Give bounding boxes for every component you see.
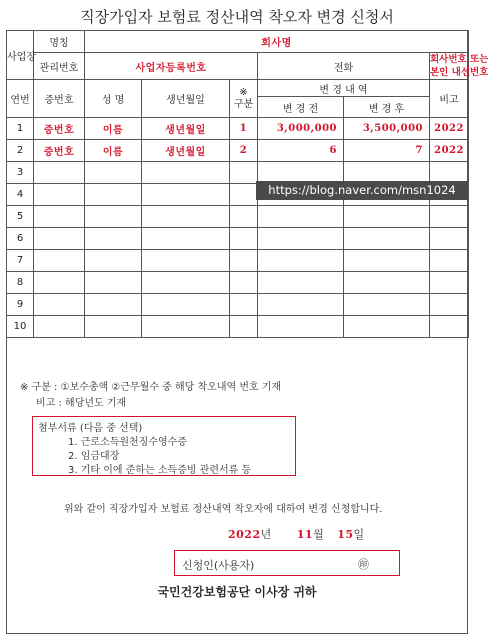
attachment-item-3: 3. 기타 이에 준하는 소득증빙 관련서류 등 bbox=[68, 465, 252, 476]
phone-value-line1: 회사번호 또는 bbox=[430, 54, 488, 65]
date-year-unit: 년 bbox=[260, 528, 272, 541]
row-remark[interactable] bbox=[430, 272, 469, 294]
header-type bbox=[230, 80, 258, 118]
attachment-item-2: 2. 임금대장 bbox=[68, 451, 120, 462]
row-before[interactable] bbox=[258, 294, 344, 316]
row-cert-no[interactable] bbox=[34, 272, 85, 294]
row-cert-no[interactable] bbox=[34, 162, 85, 184]
row-before[interactable] bbox=[258, 228, 344, 250]
row-seq: 10 bbox=[7, 316, 34, 338]
row-name[interactable] bbox=[85, 228, 142, 250]
row-after[interactable] bbox=[344, 228, 430, 250]
mgmt-number-label: 관리번호 bbox=[34, 53, 85, 80]
row-cert-no[interactable] bbox=[34, 250, 85, 272]
row-birth[interactable] bbox=[142, 250, 230, 272]
date-month[interactable]: 11 bbox=[296, 528, 314, 541]
row-name[interactable] bbox=[85, 294, 142, 316]
statement-text: 위와 같이 직장가입자 보험료 정산내역 착오자에 대하여 변경 신청합니다. bbox=[64, 504, 383, 515]
row-cert-no[interactable] bbox=[34, 206, 85, 228]
row-name[interactable] bbox=[85, 184, 142, 206]
table-row bbox=[7, 316, 469, 338]
row-type[interactable] bbox=[230, 272, 258, 294]
row-name[interactable] bbox=[85, 206, 142, 228]
row-before[interactable] bbox=[258, 316, 344, 338]
date-day[interactable]: 15 bbox=[337, 528, 354, 541]
table-row bbox=[7, 206, 469, 228]
row-cert-no[interactable]: 증번호 bbox=[34, 140, 85, 162]
row-remark[interactable] bbox=[430, 206, 469, 228]
row-type[interactable] bbox=[230, 316, 258, 338]
row-remark[interactable] bbox=[430, 316, 469, 338]
name-label: 명칭 bbox=[34, 31, 85, 53]
row-type[interactable] bbox=[230, 206, 258, 228]
header-remark: 비고 bbox=[430, 80, 469, 118]
row-remark[interactable]: 2022 bbox=[430, 118, 469, 140]
header-change: 변 경 내 역 bbox=[258, 80, 430, 97]
row-seq: 3 bbox=[7, 162, 34, 184]
row-name[interactable] bbox=[85, 250, 142, 272]
header-cert-no: 증번호 bbox=[34, 80, 85, 118]
row-before[interactable] bbox=[258, 250, 344, 272]
form-title: 직장가입자 보험료 정산내역 착오자 변경 신청서 bbox=[80, 8, 394, 26]
table-row bbox=[7, 294, 469, 316]
row-after[interactable] bbox=[344, 294, 430, 316]
header-name: 성 명 bbox=[85, 80, 142, 118]
row-after[interactable] bbox=[344, 250, 430, 272]
table-row bbox=[7, 272, 469, 294]
row-remark[interactable] bbox=[430, 294, 469, 316]
row-cert-no[interactable] bbox=[34, 228, 85, 250]
row-birth[interactable]: 생년월일 bbox=[142, 118, 230, 140]
row-seq: 2 bbox=[7, 140, 34, 162]
row-after[interactable]: 3,500,000 bbox=[344, 118, 430, 140]
row-seq: 5 bbox=[7, 206, 34, 228]
row-birth[interactable] bbox=[142, 162, 230, 184]
row-type[interactable] bbox=[230, 250, 258, 272]
row-type[interactable]: 2 bbox=[230, 140, 258, 162]
addressee: 국민건강보험공단 이사장 귀하 bbox=[157, 585, 317, 599]
attachments-title: 첨부서류 (다음 중 선택) bbox=[38, 423, 143, 434]
row-type[interactable]: 1 bbox=[230, 118, 258, 140]
employer-section-label: 사업장 bbox=[7, 31, 34, 80]
row-cert-no[interactable] bbox=[34, 316, 85, 338]
row-before[interactable] bbox=[258, 206, 344, 228]
header-birth: 생년월일 bbox=[142, 80, 230, 118]
row-birth[interactable]: 생년월일 bbox=[142, 140, 230, 162]
table-row bbox=[7, 140, 469, 162]
row-after[interactable] bbox=[344, 272, 430, 294]
row-remark[interactable] bbox=[430, 250, 469, 272]
company-name-value[interactable]: 회사명 bbox=[85, 31, 469, 53]
row-seq: 4 bbox=[7, 184, 34, 206]
row-after[interactable] bbox=[344, 206, 430, 228]
row-birth[interactable] bbox=[142, 294, 230, 316]
row-birth[interactable] bbox=[142, 272, 230, 294]
row-type[interactable] bbox=[230, 184, 258, 206]
header-type-mark: ※ bbox=[239, 86, 248, 98]
watermark-url: https://blog.naver.com/msn1024 bbox=[256, 181, 468, 200]
row-before[interactable] bbox=[258, 272, 344, 294]
row-before[interactable]: 3,000,000 bbox=[258, 118, 344, 140]
header-before: 변 경 전 bbox=[258, 97, 344, 118]
row-remark[interactable]: 2022 bbox=[430, 140, 469, 162]
row-cert-no[interactable] bbox=[34, 294, 85, 316]
header-seq: 연번 bbox=[7, 80, 34, 118]
attachment-item-1: 1. 근로소득원천징수영수증 bbox=[68, 437, 187, 448]
row-birth[interactable] bbox=[142, 228, 230, 250]
row-birth[interactable] bbox=[142, 316, 230, 338]
row-seq: 7 bbox=[7, 250, 34, 272]
row-cert-no[interactable] bbox=[34, 184, 85, 206]
date-day-unit: 일 bbox=[353, 528, 365, 541]
phone-label: 전화 bbox=[258, 53, 430, 80]
applicant-label: 신청인(사용자) bbox=[182, 559, 255, 572]
seal-mark: ㊞ bbox=[358, 558, 369, 571]
header-type-label: 구분 bbox=[233, 98, 254, 110]
table-row bbox=[7, 228, 469, 250]
row-type[interactable] bbox=[230, 294, 258, 316]
row-name[interactable]: 이름 bbox=[85, 118, 142, 140]
date-year[interactable]: 2022 bbox=[228, 528, 261, 541]
row-before[interactable]: 6 bbox=[258, 140, 344, 162]
row-after[interactable] bbox=[344, 316, 430, 338]
row-type[interactable] bbox=[230, 162, 258, 184]
table-row bbox=[7, 118, 469, 140]
row-remark[interactable] bbox=[430, 228, 469, 250]
business-reg-number-value[interactable]: 사업자등록번호 bbox=[85, 53, 258, 80]
row-cert-no[interactable]: 증번호 bbox=[34, 118, 85, 140]
phone-value[interactable] bbox=[430, 53, 488, 80]
row-name[interactable]: 이름 bbox=[85, 140, 142, 162]
date-month-unit: 월 bbox=[313, 528, 324, 541]
row-after[interactable]: 7 bbox=[344, 140, 430, 162]
row-seq: 8 bbox=[7, 272, 34, 294]
table-row bbox=[7, 250, 469, 272]
header-after: 변 경 후 bbox=[344, 97, 430, 118]
row-name[interactable] bbox=[85, 162, 142, 184]
row-birth[interactable] bbox=[142, 184, 230, 206]
remark-note: 비고 : 해당년도 기재 bbox=[36, 398, 127, 409]
row-seq: 6 bbox=[7, 228, 34, 250]
row-type[interactable] bbox=[230, 228, 258, 250]
type-note: ※ 구분 : ①보수총액 ②근무월수 중 해당 착오내역 번호 기재 bbox=[20, 382, 282, 393]
row-seq: 1 bbox=[7, 118, 34, 140]
row-birth[interactable] bbox=[142, 206, 230, 228]
row-name[interactable] bbox=[85, 272, 142, 294]
date-line bbox=[228, 526, 364, 542]
phone-value-line2: 본인 내선번호 bbox=[430, 67, 488, 78]
row-seq: 9 bbox=[7, 294, 34, 316]
row-name[interactable] bbox=[85, 316, 142, 338]
